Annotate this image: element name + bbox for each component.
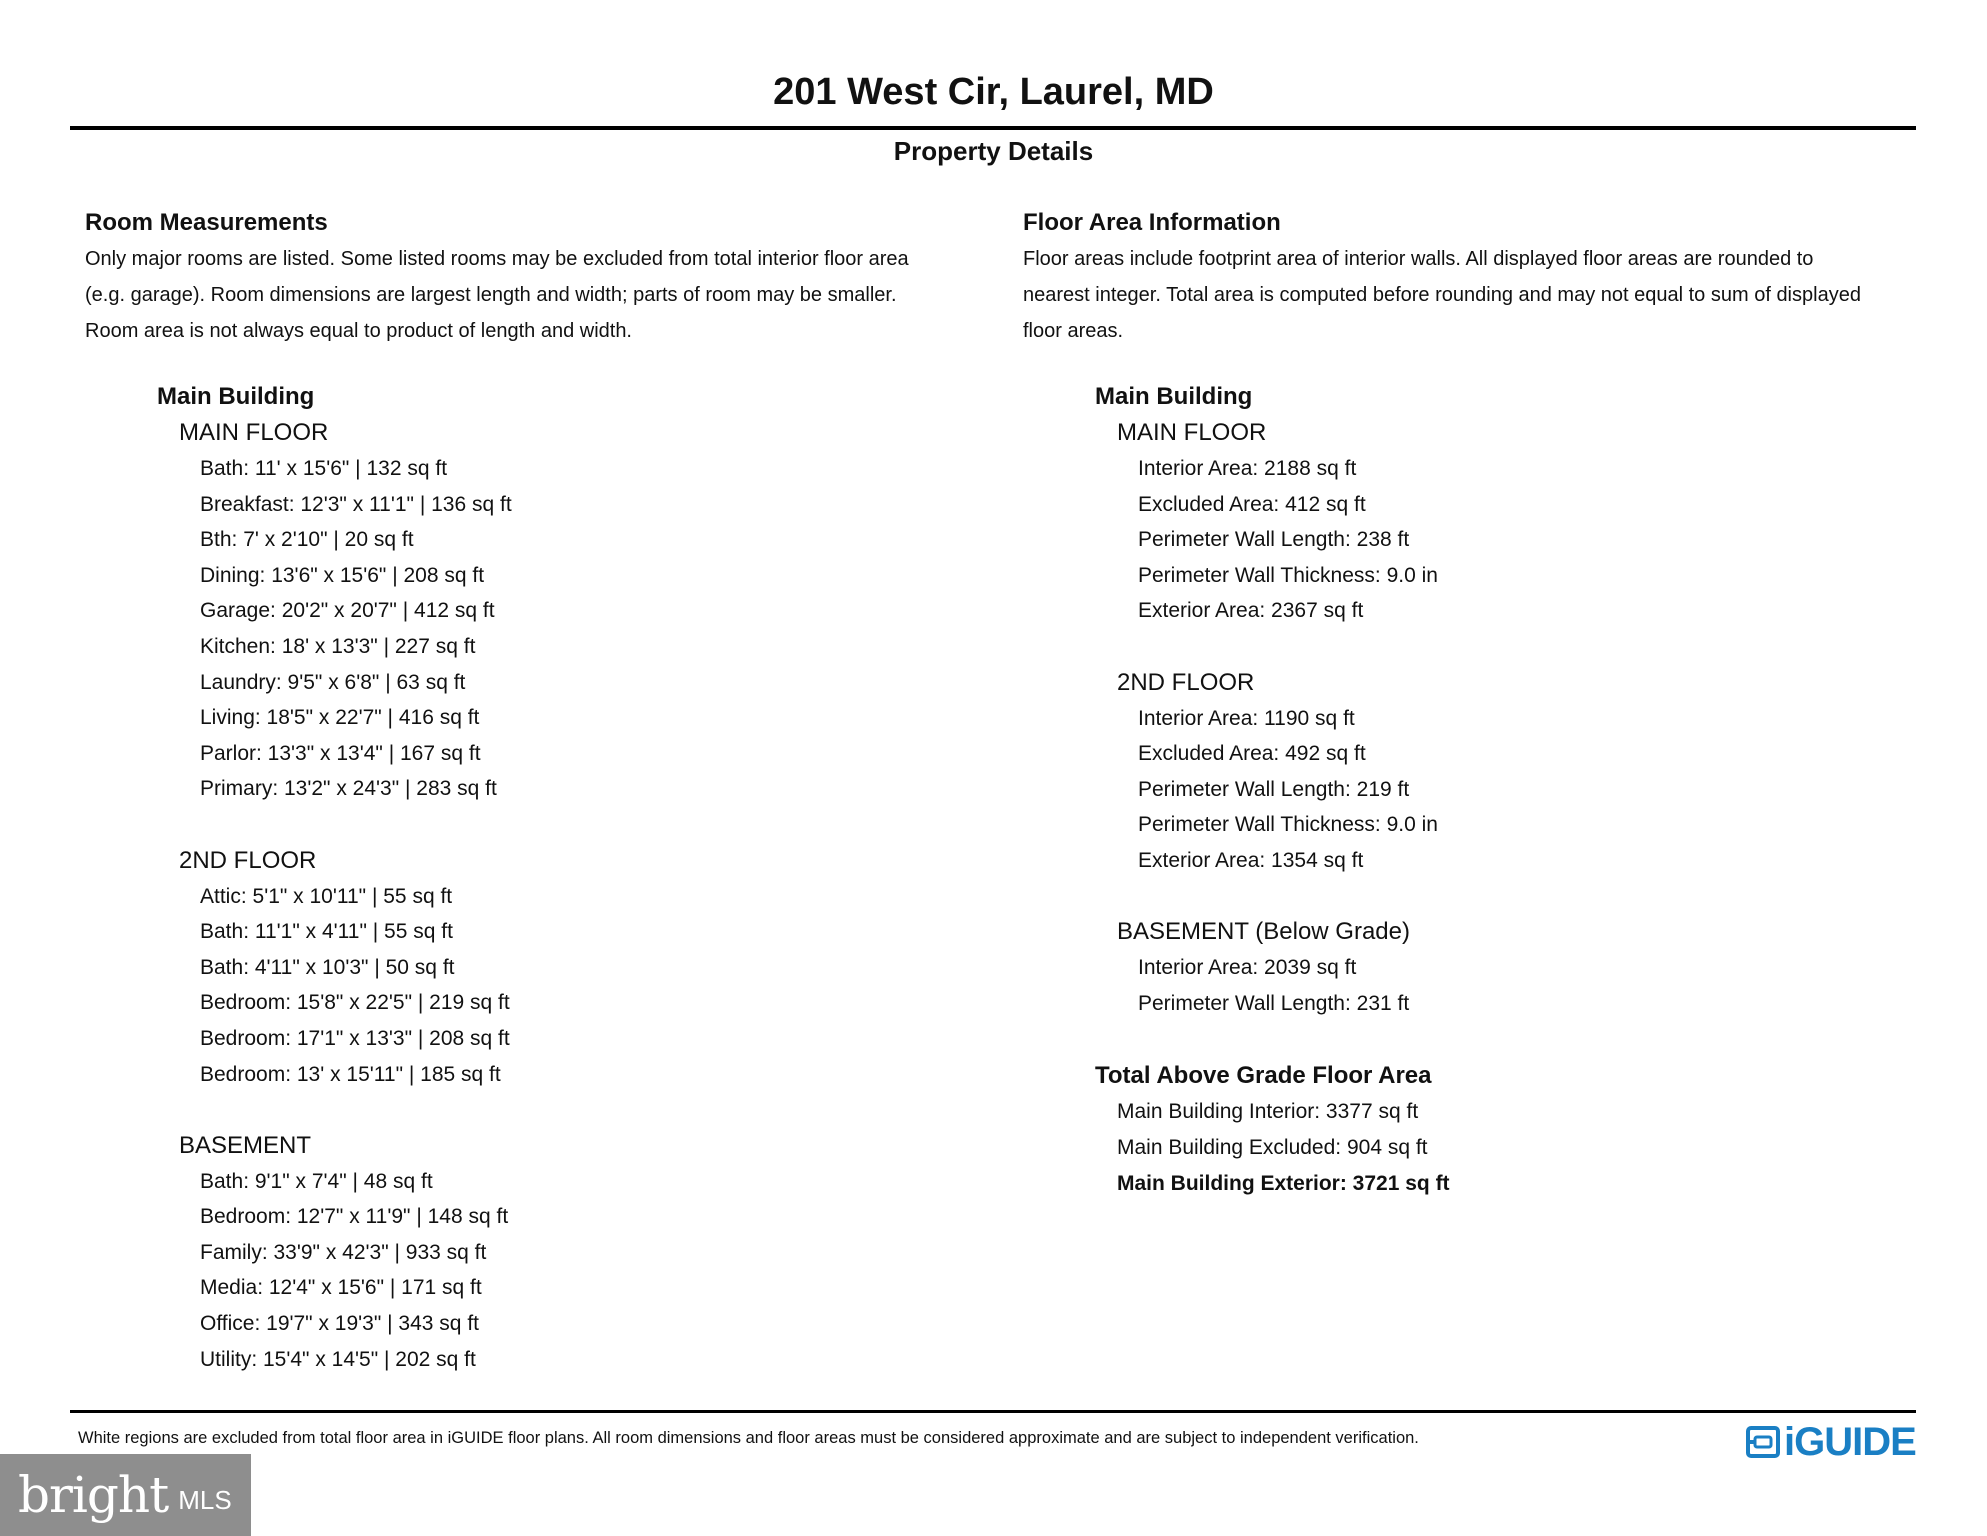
room-item: Dining: 13'6" x 15'6" | 208 sq ft: [200, 563, 485, 587]
description-line: floor areas.: [1023, 320, 1124, 342]
floor-heading-main: MAIN FLOOR: [179, 419, 329, 446]
floor-area-section: [1023, 205, 1923, 1201]
area-item: Interior Area: 2039 sq ft: [1138, 956, 1357, 980]
description-line: Floor areas include footprint area of interior walls. All displayed floor areas are rounded to: [1023, 248, 1814, 270]
area-item: Exterior Area: 1354 sq ft: [1138, 848, 1364, 872]
room-item: Attic: 5'1" x 10'11" | 55 sq ft: [200, 884, 453, 908]
floor-heading-2nd: 2ND FLOOR: [1117, 668, 1255, 696]
room-item: Living: 18'5" x 22'7" | 416 sq ft: [200, 706, 480, 730]
area-item: Exterior Area: 2367 sq ft: [1138, 599, 1364, 623]
room-item: Bedroom: 12'7" x 11'9" | 148 sq ft: [200, 1205, 509, 1229]
room-item: Parlor: 13'3" x 13'4" | 167 sq ft: [200, 741, 481, 765]
area-item: Perimeter Wall Thickness: 9.0 in: [1138, 813, 1438, 837]
iguide-logo-icon: [1746, 1426, 1780, 1458]
area-item: Interior Area: 1190 sq ft: [1138, 706, 1355, 730]
footer-disclaimer: White regions are excluded from total floor area in iGUIDE floor plans. All room dimensions and floor areas must be considered approximate and are subject to independent verification.: [78, 1429, 1419, 1447]
building-heading: Main Building: [157, 383, 315, 410]
area-item: Perimeter Wall Thickness: 9.0 in: [1138, 563, 1438, 587]
header-divider: [70, 126, 1916, 130]
description-line: (e.g. garage). Room dimensions are largest length and width; parts of room may be smaller.: [85, 284, 897, 306]
room-item: Garage: 20'2" x 20'7" | 412 sq ft: [200, 599, 495, 623]
room-item: Laundry: 9'5" x 6'8" | 63 sq ft: [200, 670, 466, 694]
room-item: Kitchen: 18' x 13'3" | 227 sq ft: [200, 634, 476, 658]
room-item: Bth: 7' x 2'10" | 20 sq ft: [200, 528, 414, 552]
floor-heading-2nd: 2ND FLOOR: [179, 846, 317, 874]
room-item: Bedroom: 13' x 15'11" | 185 sq ft: [200, 1062, 501, 1086]
room-measurements-section: [85, 205, 1005, 1377]
area-item: Perimeter Wall Length: 219 ft: [1138, 777, 1410, 801]
room-item: Office: 19'7" x 19'3" | 343 sq ft: [200, 1312, 479, 1336]
description-line: Only major rooms are listed. Some listed rooms may be excluded from total interior floor area: [85, 248, 909, 270]
building-heading: Main Building: [1095, 383, 1253, 410]
room-item: Bath: 9'1" x 7'4" | 48 sq ft: [200, 1169, 433, 1193]
floor-area-heading: Floor Area Information: [1023, 209, 1281, 236]
room-item: Breakfast: 12'3" x 11'1" | 136 sq ft: [200, 492, 512, 516]
iguide-logo: [1746, 1419, 1916, 1464]
page-title: 201 West Cir, Laurel, MD: [773, 71, 1214, 113]
room-item: Bath: 4'11" x 10'3" | 50 sq ft: [200, 955, 455, 979]
iguide-logo-text: iGUIDE: [1784, 1419, 1916, 1464]
floor-heading-basement: BASEMENT: [179, 1131, 312, 1159]
room-item: Utility: 15'4" x 14'5" | 202 sq ft: [200, 1347, 476, 1371]
area-item: Perimeter Wall Length: 231 ft: [1138, 991, 1410, 1015]
room-measurements-heading: Room Measurements: [85, 209, 328, 236]
watermark-suffix: MLS: [178, 1484, 232, 1515]
floor-heading-main: MAIN FLOOR: [1117, 419, 1267, 446]
area-item: Interior Area: 2188 sq ft: [1138, 457, 1357, 480]
total-item: Main Building Excluded: 904 sq ft: [1117, 1135, 1428, 1159]
watermark-word: bright: [18, 1466, 169, 1524]
room-item: Family: 33'9" x 42'3" | 933 sq ft: [200, 1240, 487, 1264]
room-item: Bath: 11' x 15'6" | 132 sq ft: [200, 457, 448, 480]
description-line: nearest integer. Total area is computed before rounding and may not equal to sum of displayed: [1023, 284, 1861, 306]
area-item: Perimeter Wall Length: 238 ft: [1138, 528, 1410, 552]
total-item: Main Building Interior: 3377 sq ft: [1117, 1100, 1419, 1124]
room-measurements-description: [85, 241, 1005, 349]
area-item: Excluded Area: 412 sq ft: [1138, 492, 1366, 516]
floor-area-description: [1023, 241, 1923, 349]
page-subtitle: Property Details: [893, 136, 1094, 166]
room-item: Primary: 13'2" x 24'3" | 283 sq ft: [200, 777, 497, 801]
footer-divider: [70, 1410, 1916, 1413]
room-item: Bedroom: 17'1" x 13'3" | 208 sq ft: [200, 1026, 510, 1050]
room-item: Bedroom: 15'8" x 22'5" | 219 sq ft: [200, 991, 510, 1015]
description-line: Room area is not always equal to product of length and width.: [85, 320, 632, 342]
area-item: Excluded Area: 492 sq ft: [1138, 742, 1366, 766]
bright-mls-watermark: [0, 1454, 251, 1536]
total-item-exterior: Main Building Exterior: 3721 sq ft: [1117, 1171, 1450, 1195]
floor-heading-basement: BASEMENT (Below Grade): [1117, 918, 1410, 946]
room-item: Bath: 11'1" x 4'11" | 55 sq ft: [200, 920, 453, 944]
room-item: Media: 12'4" x 15'6" | 171 sq ft: [200, 1276, 482, 1300]
total-area-heading: Total Above Grade Floor Area: [1095, 1062, 1432, 1090]
